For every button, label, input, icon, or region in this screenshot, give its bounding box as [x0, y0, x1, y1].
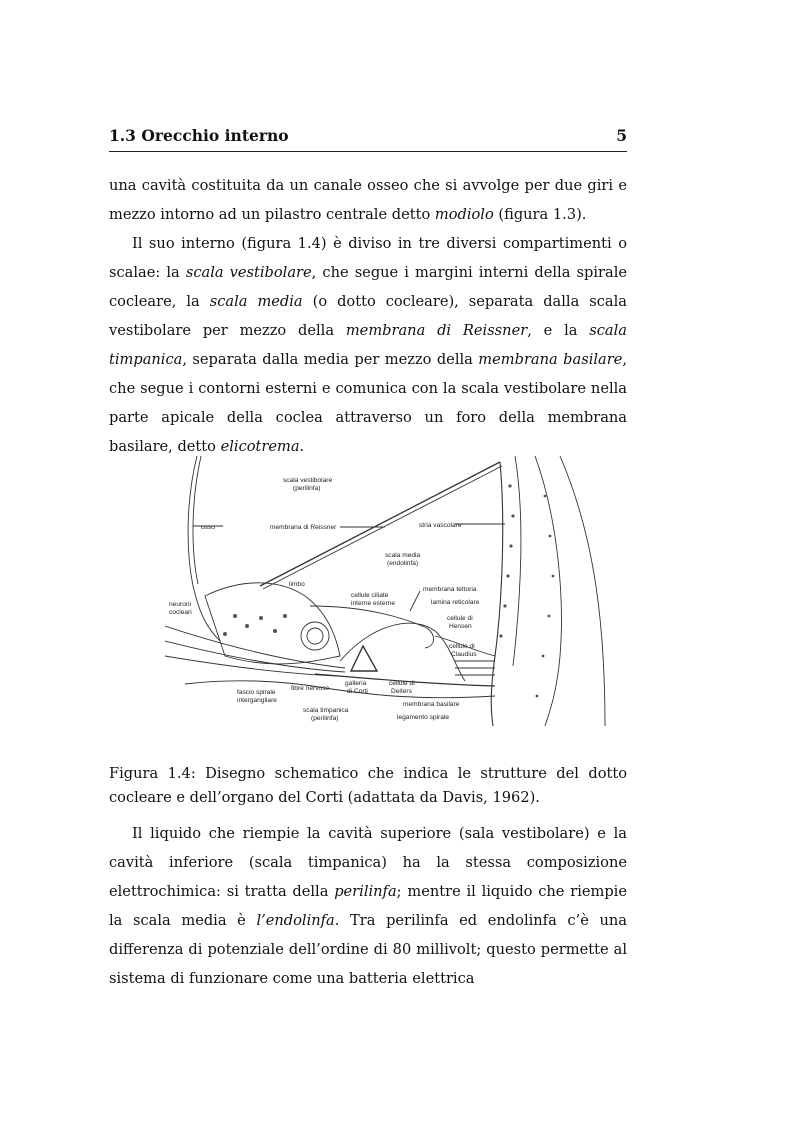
label-endolinfa: (endolinfa)	[387, 560, 419, 567]
label-cellule-ciliate: cellule ciliate	[351, 592, 389, 599]
section-title: 1.3 Orecchio interno	[109, 126, 289, 145]
text-run: Il liquido che riempie la cavità superiore (sala vestibolare) e la cavità inferiore (scala timpanica) ha la stessa composizione elettrochimica: si tratta della	[109, 825, 627, 900]
term-scala-vestibolare: scala vestibolare	[185, 264, 312, 281]
label-cellule-deiters: cellule di	[389, 680, 415, 687]
spiral-ligament-edge	[535, 456, 561, 726]
running-header	[109, 126, 627, 146]
text-run: , che segue i contorni esterni e comunica con la scala vestibolare nella parte apicale della coclea attraverso un foro della membrana basilare, detto	[109, 351, 627, 455]
term-endolinfa: l’endolinfa	[256, 912, 335, 929]
label-hensen: Hensen	[449, 623, 472, 630]
label-deiters: Deiters	[391, 688, 412, 695]
text-run: , e la	[527, 322, 590, 339]
paragraph-3	[109, 819, 627, 993]
leader-tettoria	[410, 591, 420, 611]
tectorial-membrane	[310, 606, 434, 648]
limbus-shape	[205, 583, 340, 664]
inner-sulcus-core	[307, 628, 323, 644]
label-reissner: membrana di Reissner	[270, 524, 337, 531]
cochlear-duct-drawing	[165, 456, 616, 726]
label-fibre-nervose: fibre nervose	[291, 685, 330, 692]
figure-cochlear-duct	[165, 456, 616, 726]
stria-band	[513, 456, 521, 666]
text-run: .	[299, 438, 305, 455]
text-run: , che segue i margini interni della spirale cocleare, la	[109, 264, 627, 310]
paragraph-2	[109, 229, 627, 461]
label-cellule-hensen: cellule di	[447, 615, 473, 622]
label-neuroni: neuroni	[169, 601, 191, 608]
label-fascio-spirale: fascio spirale	[237, 689, 276, 696]
label-perilinfa-bottom: (perilinfa)	[311, 715, 339, 722]
text-run: ; mentre il liquido che riempie la scala media è	[109, 883, 627, 929]
label-cellule-claudius: cellule di	[449, 643, 475, 650]
label-membrana-basilare: membrana basilare	[403, 701, 460, 708]
label-galleria: galleria	[345, 680, 367, 687]
term-modiolo: modiolo	[434, 206, 494, 223]
nerve-fiber	[165, 626, 345, 668]
label-scala-vestibolare: scala vestibolare	[283, 477, 333, 484]
text-run: (figura 1.3).	[493, 206, 587, 223]
label-membrana-tettoria: membrana tettoria	[423, 586, 477, 593]
label-perilinfa-top: (perilinfa)	[293, 485, 321, 492]
nerve-fiber	[165, 656, 340, 676]
text-run: Il suo interno (figura 1.4) è diviso in tre diversi compartimenti o scalae: la	[109, 235, 627, 281]
header-rule	[109, 151, 627, 152]
label-limbo: limbo	[289, 581, 305, 588]
term-membrana-reissner: membrana di Reissner	[345, 322, 528, 339]
label-lamina-reticolare: lamina reticolare	[431, 599, 480, 606]
label-cocleari: cocleari	[169, 609, 192, 616]
organ-of-corti	[340, 623, 465, 681]
label-scala-media: scala media	[385, 552, 421, 559]
label-scala-timpanica: scala timpanica	[303, 707, 349, 714]
term-membrana-basilare: membrana basilare	[478, 351, 623, 368]
bony-lamina	[185, 681, 495, 698]
claudius-cells	[455, 661, 495, 675]
label-osso: osso	[201, 524, 215, 531]
page-number: 5	[616, 126, 627, 145]
label-legamento-spirale: legamento spirale	[397, 714, 450, 721]
text-run: una cavità costituita da un canale osseo che si avvolge per due giri e mezzo intorno ad un pilastro centrale detto	[109, 177, 627, 223]
bone-wall-inner	[193, 456, 201, 584]
figure-caption: Figura 1.4: Disegno schematico che indica le strutture del dotto cocleare e dell’organo del Corti (adattata da Davis, 1962).	[109, 765, 627, 806]
tunnel-of-corti	[351, 646, 377, 671]
inner-sulcus	[301, 622, 329, 650]
term-scala-timpanica: scala timpanica	[109, 322, 627, 368]
text-run: , separata dalla media per mezzo della	[182, 351, 479, 368]
term-elicotrema: elicotrema	[220, 438, 300, 455]
paragraph-1	[109, 171, 627, 229]
nerve-fiber	[165, 641, 345, 672]
text-run: . Tra perilinfa ed endolinfa c’è una differenza di potenziale dell’ordine di 80 millivolt; questo permette al sistema di funzionare come una batteria elettrica	[109, 912, 627, 987]
text-run: (o dotto cocleare), separata dalla scala vestibolare per mezzo della	[109, 293, 627, 339]
label-intergangliare: intergangliare	[237, 697, 277, 704]
label-stria-vascolare: stria vascolare	[419, 522, 462, 529]
term-scala-media: scala media	[209, 293, 303, 310]
label-interne-esterne: interne esterne	[351, 600, 395, 607]
bone-wall-left	[188, 456, 220, 641]
bone-outer	[560, 456, 605, 726]
label-claudius: Claudius	[451, 651, 477, 658]
term-perilinfa: perilinfa	[334, 883, 397, 900]
label-di-corti: di Corti	[347, 688, 368, 695]
